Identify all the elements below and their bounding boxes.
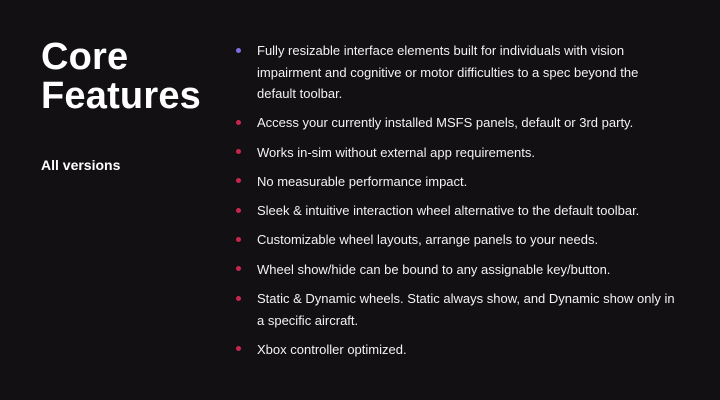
feature-text: Static & Dynamic wheels. Static always show, and Dynamic show only in a specific aircraft. bbox=[257, 291, 675, 328]
page-title-line-2: Features bbox=[41, 75, 202, 117]
feature-item bbox=[236, 229, 676, 251]
feature-text: Works in-sim without external app requirements. bbox=[257, 144, 535, 160]
bullet-dot-icon bbox=[236, 237, 241, 242]
bullet-dot-icon bbox=[236, 149, 241, 154]
feature-list bbox=[236, 40, 676, 368]
feature-text: Access your currently installed MSFS panels, default or 3rd party. bbox=[257, 115, 634, 131]
bullet-dot-icon bbox=[236, 266, 241, 271]
feature-text: Wheel show/hide can be bound to any assignable key/button. bbox=[257, 261, 611, 277]
feature-item bbox=[236, 259, 676, 281]
feature-item bbox=[236, 200, 676, 222]
bullet-dot-icon bbox=[236, 296, 241, 301]
bullet-dot-icon bbox=[236, 346, 241, 351]
feature-item bbox=[236, 142, 676, 164]
page-title-line-1: Core bbox=[41, 36, 129, 78]
bullet-dot-icon bbox=[236, 48, 241, 53]
feature-item bbox=[236, 339, 676, 361]
feature-text: Sleek & intuitive interaction wheel alternative to the default toolbar. bbox=[257, 203, 640, 219]
feature-item bbox=[236, 171, 676, 193]
bullet-dot-icon bbox=[236, 178, 241, 183]
versions-label: All versions bbox=[41, 157, 121, 173]
feature-text: Customizable wheel layouts, arrange panels to your needs. bbox=[257, 232, 599, 248]
heading-block bbox=[41, 38, 231, 174]
feature-item bbox=[236, 40, 676, 105]
feature-text: Fully resizable interface elements built for individuals with vision impairment and cognitive or motor difficulties to a spec beyond the default toolbar. bbox=[257, 43, 639, 101]
feature-text: No measurable performance impact. bbox=[257, 173, 468, 189]
bullet-dot-icon bbox=[236, 208, 241, 213]
feature-item bbox=[236, 112, 676, 134]
feature-text: Xbox controller optimized. bbox=[257, 341, 407, 357]
feature-item bbox=[236, 288, 676, 331]
page-title bbox=[41, 38, 231, 116]
bullet-dot-icon bbox=[236, 120, 241, 125]
